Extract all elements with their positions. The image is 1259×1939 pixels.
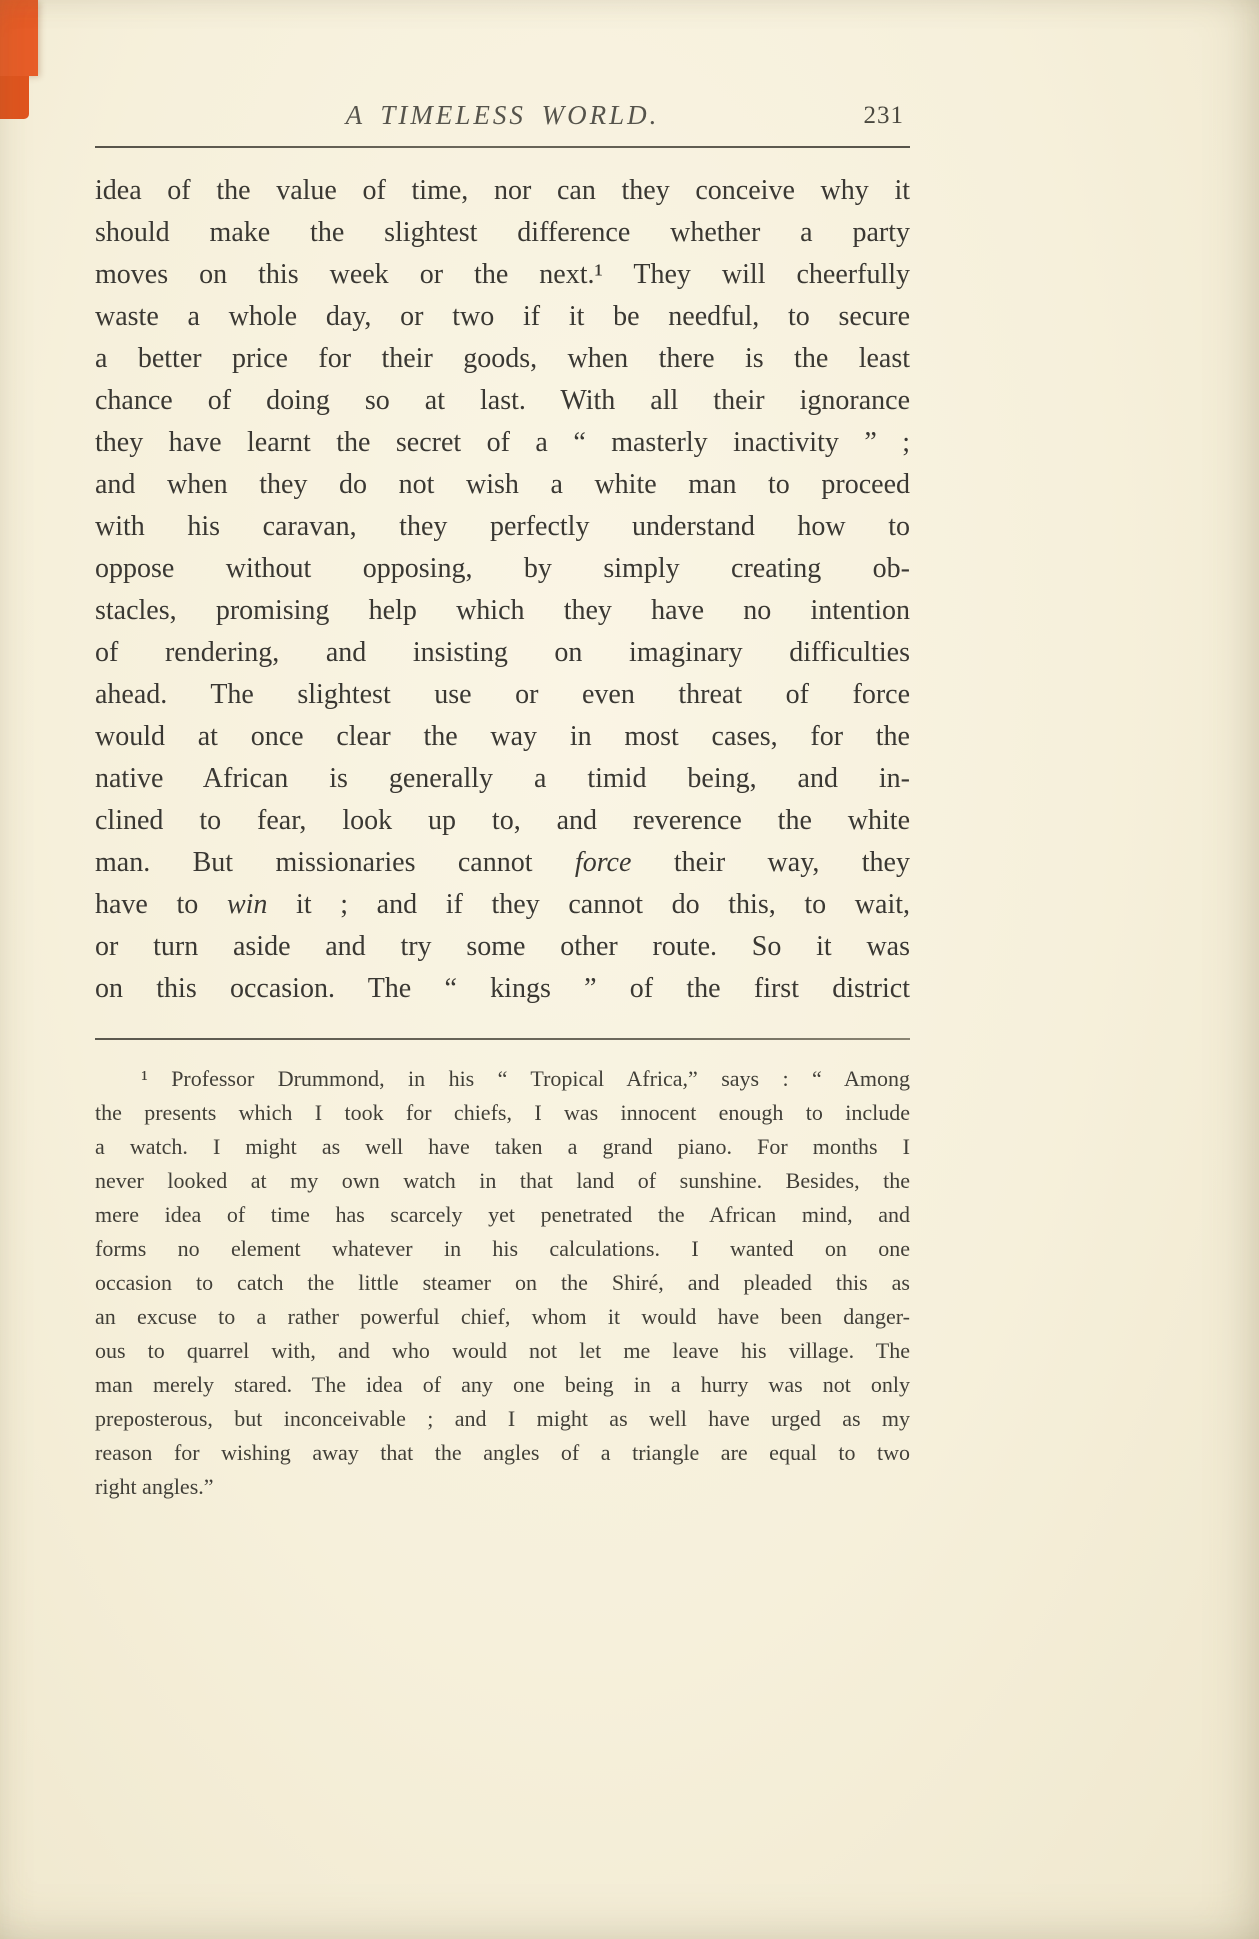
- text-line: occasion to catch the little steamer on the Shiré, and pleaded this as: [95, 1270, 910, 1295]
- footnote-text: [95, 1062, 910, 1504]
- text-line: moves on this week or the next.¹ They will cheerfully: [95, 259, 910, 290]
- text-line: clined to fear, look up to, and reverence the white: [95, 805, 910, 836]
- text-line: the presents which I took for chiefs, I was innocent enough to include: [95, 1100, 910, 1125]
- text-line: have to win it ; and if they cannot do this, to wait,: [95, 889, 911, 920]
- text-line: right angles.”: [95, 1474, 214, 1499]
- text-line: man. But missionaries cannot force their way, they: [95, 847, 910, 878]
- page-number: 231: [863, 102, 904, 129]
- text-line: ous to quarrel with, and who would not let me leave his village. The: [95, 1338, 910, 1363]
- text-line: would at once clear the way in most cases, for the: [95, 721, 910, 752]
- text-line: of rendering, and insisting on imaginary difficulties: [95, 637, 910, 668]
- text-line: waste a whole day, or two if it be needful, to secure: [95, 301, 910, 332]
- footnote-rule: [95, 1038, 910, 1040]
- text-line: a better price for their goods, when there is the least: [95, 343, 910, 374]
- text-line: ahead. The slightest use or even threat of force: [95, 679, 910, 710]
- page-header: [95, 100, 910, 140]
- text-line: or turn aside and try some other route. So it was: [95, 931, 910, 962]
- text-line: a watch. I might as well have taken a grand piano. For months I: [95, 1134, 910, 1159]
- text-line: an excuse to a rather powerful chief, whom it would have been danger-: [95, 1304, 910, 1329]
- text-line: they have learnt the secret of a “ masterly inactivity ” ;: [95, 427, 910, 458]
- text-line: stacles, promising help which they have no intention: [95, 595, 910, 626]
- text-line: ¹ Professor Drummond, in his “ Tropical Africa,” says : “ Among: [141, 1066, 910, 1091]
- text-line: never looked at my own watch in that land of sunshine. Besides, the: [95, 1168, 910, 1193]
- text-line: chance of doing so at last. With all their ignorance: [95, 385, 910, 416]
- body-text: [95, 170, 910, 1010]
- text-line: idea of the value of time, nor can they conceive why it: [95, 175, 910, 206]
- text-line: preposterous, but inconceivable ; and I might as well have urged as my: [95, 1406, 910, 1431]
- text-line: forms no element whatever in his calculations. I wanted on one: [95, 1236, 910, 1261]
- text-line: reason for wishing away that the angles of a triangle are equal to two: [95, 1440, 910, 1465]
- text-line: on this occasion. The “ kings ” of the first district: [95, 973, 910, 1004]
- binding-strip: [0, 0, 38, 76]
- text-line: oppose without opposing, by simply creating ob-: [95, 553, 910, 584]
- text-line: and when they do not wish a white man to proceed: [95, 469, 910, 500]
- running-title: A TIMELESS WORLD.: [345, 100, 660, 130]
- header-rule: [95, 146, 910, 148]
- text-line: man merely stared. The idea of any one being in a hurry was not only: [95, 1372, 910, 1397]
- binding-strip-lower: [0, 76, 29, 119]
- text-line: mere idea of time has scarcely yet penetrated the African mind, and: [95, 1202, 910, 1227]
- text-line: should make the slightest difference whether a party: [95, 217, 910, 248]
- text-line: native African is generally a timid being, and in-: [95, 763, 910, 794]
- text-line: with his caravan, they perfectly understand how to: [95, 511, 910, 542]
